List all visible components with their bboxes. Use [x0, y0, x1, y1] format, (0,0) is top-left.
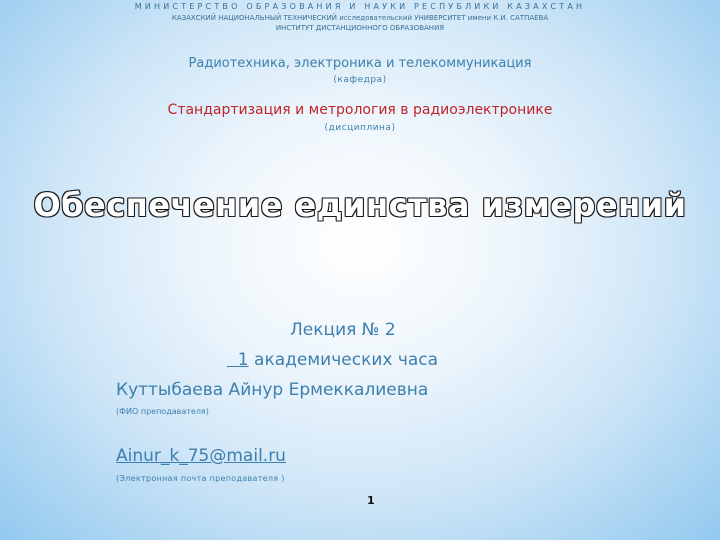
- lecture-label: Лекция № 2: [290, 320, 396, 340]
- institute-header: ИНСТИТУТ ДИСТАНЦИОННОГО ОБРАЗОВАНИЯ: [275, 24, 445, 32]
- hours-text: академических часа: [248, 350, 439, 370]
- email-caption: (Электронная почта преподавателя ): [116, 474, 285, 483]
- discipline-name: Стандартизация и метрология в радиоэлектронике: [167, 102, 553, 118]
- department-name: Радиотехника, электроника и телекоммуникация: [188, 56, 532, 71]
- hours-number: 1: [227, 350, 249, 370]
- discipline-caption: (дисциплина): [324, 123, 396, 133]
- teacher-caption: (ФИО преподавателя): [116, 407, 209, 416]
- teacher-name: Куттыбаева Айнур Ермеккалиевна: [116, 380, 429, 400]
- slide-title: Обеспечение единства измерений: [33, 186, 687, 224]
- page-number: 1: [367, 494, 375, 507]
- ministry-header: МИНИСТЕРСТВО ОБРАЗОВАНИЯ И НАУКИ РЕСПУБЛИКИ КАЗАХСТАН: [134, 2, 586, 11]
- university-header: КАЗАХСКИЙ НАЦИОНАЛЬНЫЙ ТЕХНИЧЕСКИЙ исследовательский УНИВЕРСИТЕТ имени К.И. САТПАЕВА: [171, 14, 549, 22]
- department-caption: (кафедра): [333, 75, 387, 85]
- teacher-email-link[interactable]: Ainur_k_75@mail.ru: [116, 446, 286, 466]
- lecture-hours: [227, 350, 438, 370]
